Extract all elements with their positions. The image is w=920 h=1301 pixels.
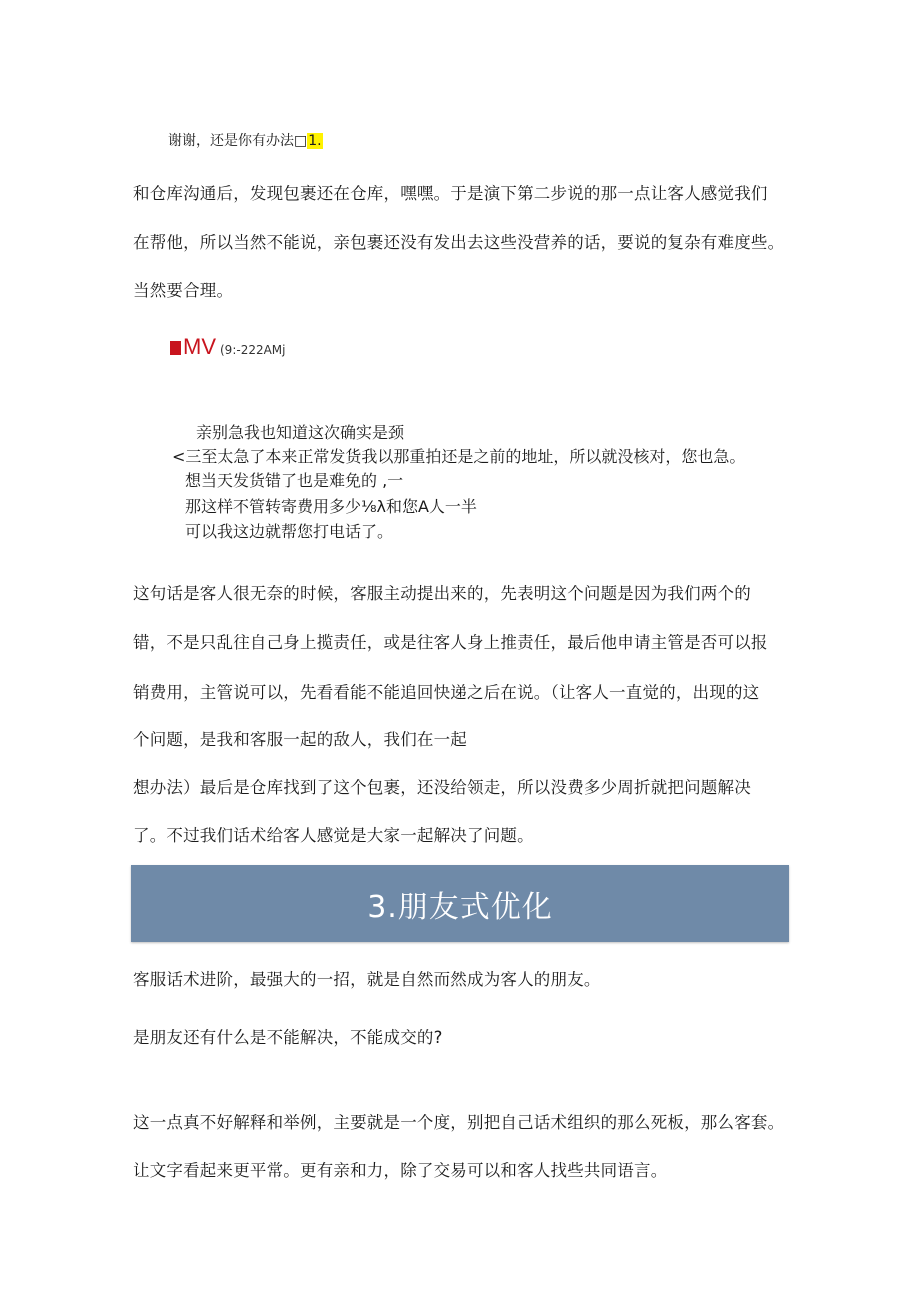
para1-line-1: 和仓库沟通后，发现包裹还在仓库，嘿嘿。于是演下第二步说的那一点让客人感觉我们 — [133, 184, 768, 203]
chat-thanks-line — [168, 130, 323, 150]
section-banner — [131, 865, 789, 942]
chat-message-5: 可以我这边就帮您打电话了。 — [185, 522, 394, 541]
para2-line-6: 了。不过我们话术给客人感觉是大家一起解决了问题。 — [133, 826, 534, 845]
chat-message-2: <三至太急了本来正常发货我以那重拍还是之前的地址，所以就没核对，您也急。 — [172, 447, 746, 466]
para1-line-3: 当然要合理。 — [133, 281, 234, 300]
chat-message-1: 亲别急我也知道这次确实是颈 — [196, 423, 405, 442]
para1-line-2: 在帮他，所以当然不能说，亲包裹还没有发出去这些没营养的话，要说的复杂有难度些。 — [133, 233, 785, 252]
section-title: 3.朋友式优化 — [367, 889, 553, 925]
chat-message-4: 那这样不管转寄费用多少⅛λ和您A人一半 — [185, 497, 477, 516]
para3-line-3: 这一点真不好解释和举例，主要就是一个度，别把自己话术组织的那么死板，那么客套。 — [133, 1113, 785, 1132]
para3-line-1: 客服话术进阶，最强大的一招，就是自然而然成为客人的朋友。 — [133, 970, 601, 989]
para2-line-2: 错，不是只乱往自己身上揽责任，或是往客人身上推责任，最后他申请主管是否可以报 — [133, 633, 768, 652]
sender-name: MV — [183, 334, 216, 359]
sender-timestamp: (9:-222AMj — [220, 343, 286, 357]
para2-line-3: 销费用，主管说可以，先看看能不能追回快递之后在说。（让客人一直觉的，出现的这 — [133, 683, 760, 702]
chat-thanks-text: 谢谢，还是你有办法□ — [168, 133, 308, 149]
sender-avatar-square — [170, 341, 181, 355]
para3-line-4: 让文字看起来更平常。更有亲和力，除了交易可以和客人找些共同语言。 — [133, 1161, 668, 1180]
para3-line-2: 是朋友还有什么是不能解决，不能成交的? — [133, 1028, 443, 1047]
chat-sender-header — [170, 334, 286, 360]
para2-line-1: 这句话是客人很无奈的时候，客服主动提出来的，先表明这个问题是因为我们两个的 — [133, 584, 751, 603]
chat-message-3: 想当天发货错了也是难免的 ,一 — [185, 471, 404, 490]
para2-line-5: 想办法）最后是仓库找到了这个包裹，还没给领走，所以没费多少周折就把问题解决 — [133, 778, 751, 797]
highlight-mark: 1. — [308, 133, 322, 149]
para2-line-4: 个问题，是我和客服一起的敌人，我们在一起 — [133, 730, 467, 749]
